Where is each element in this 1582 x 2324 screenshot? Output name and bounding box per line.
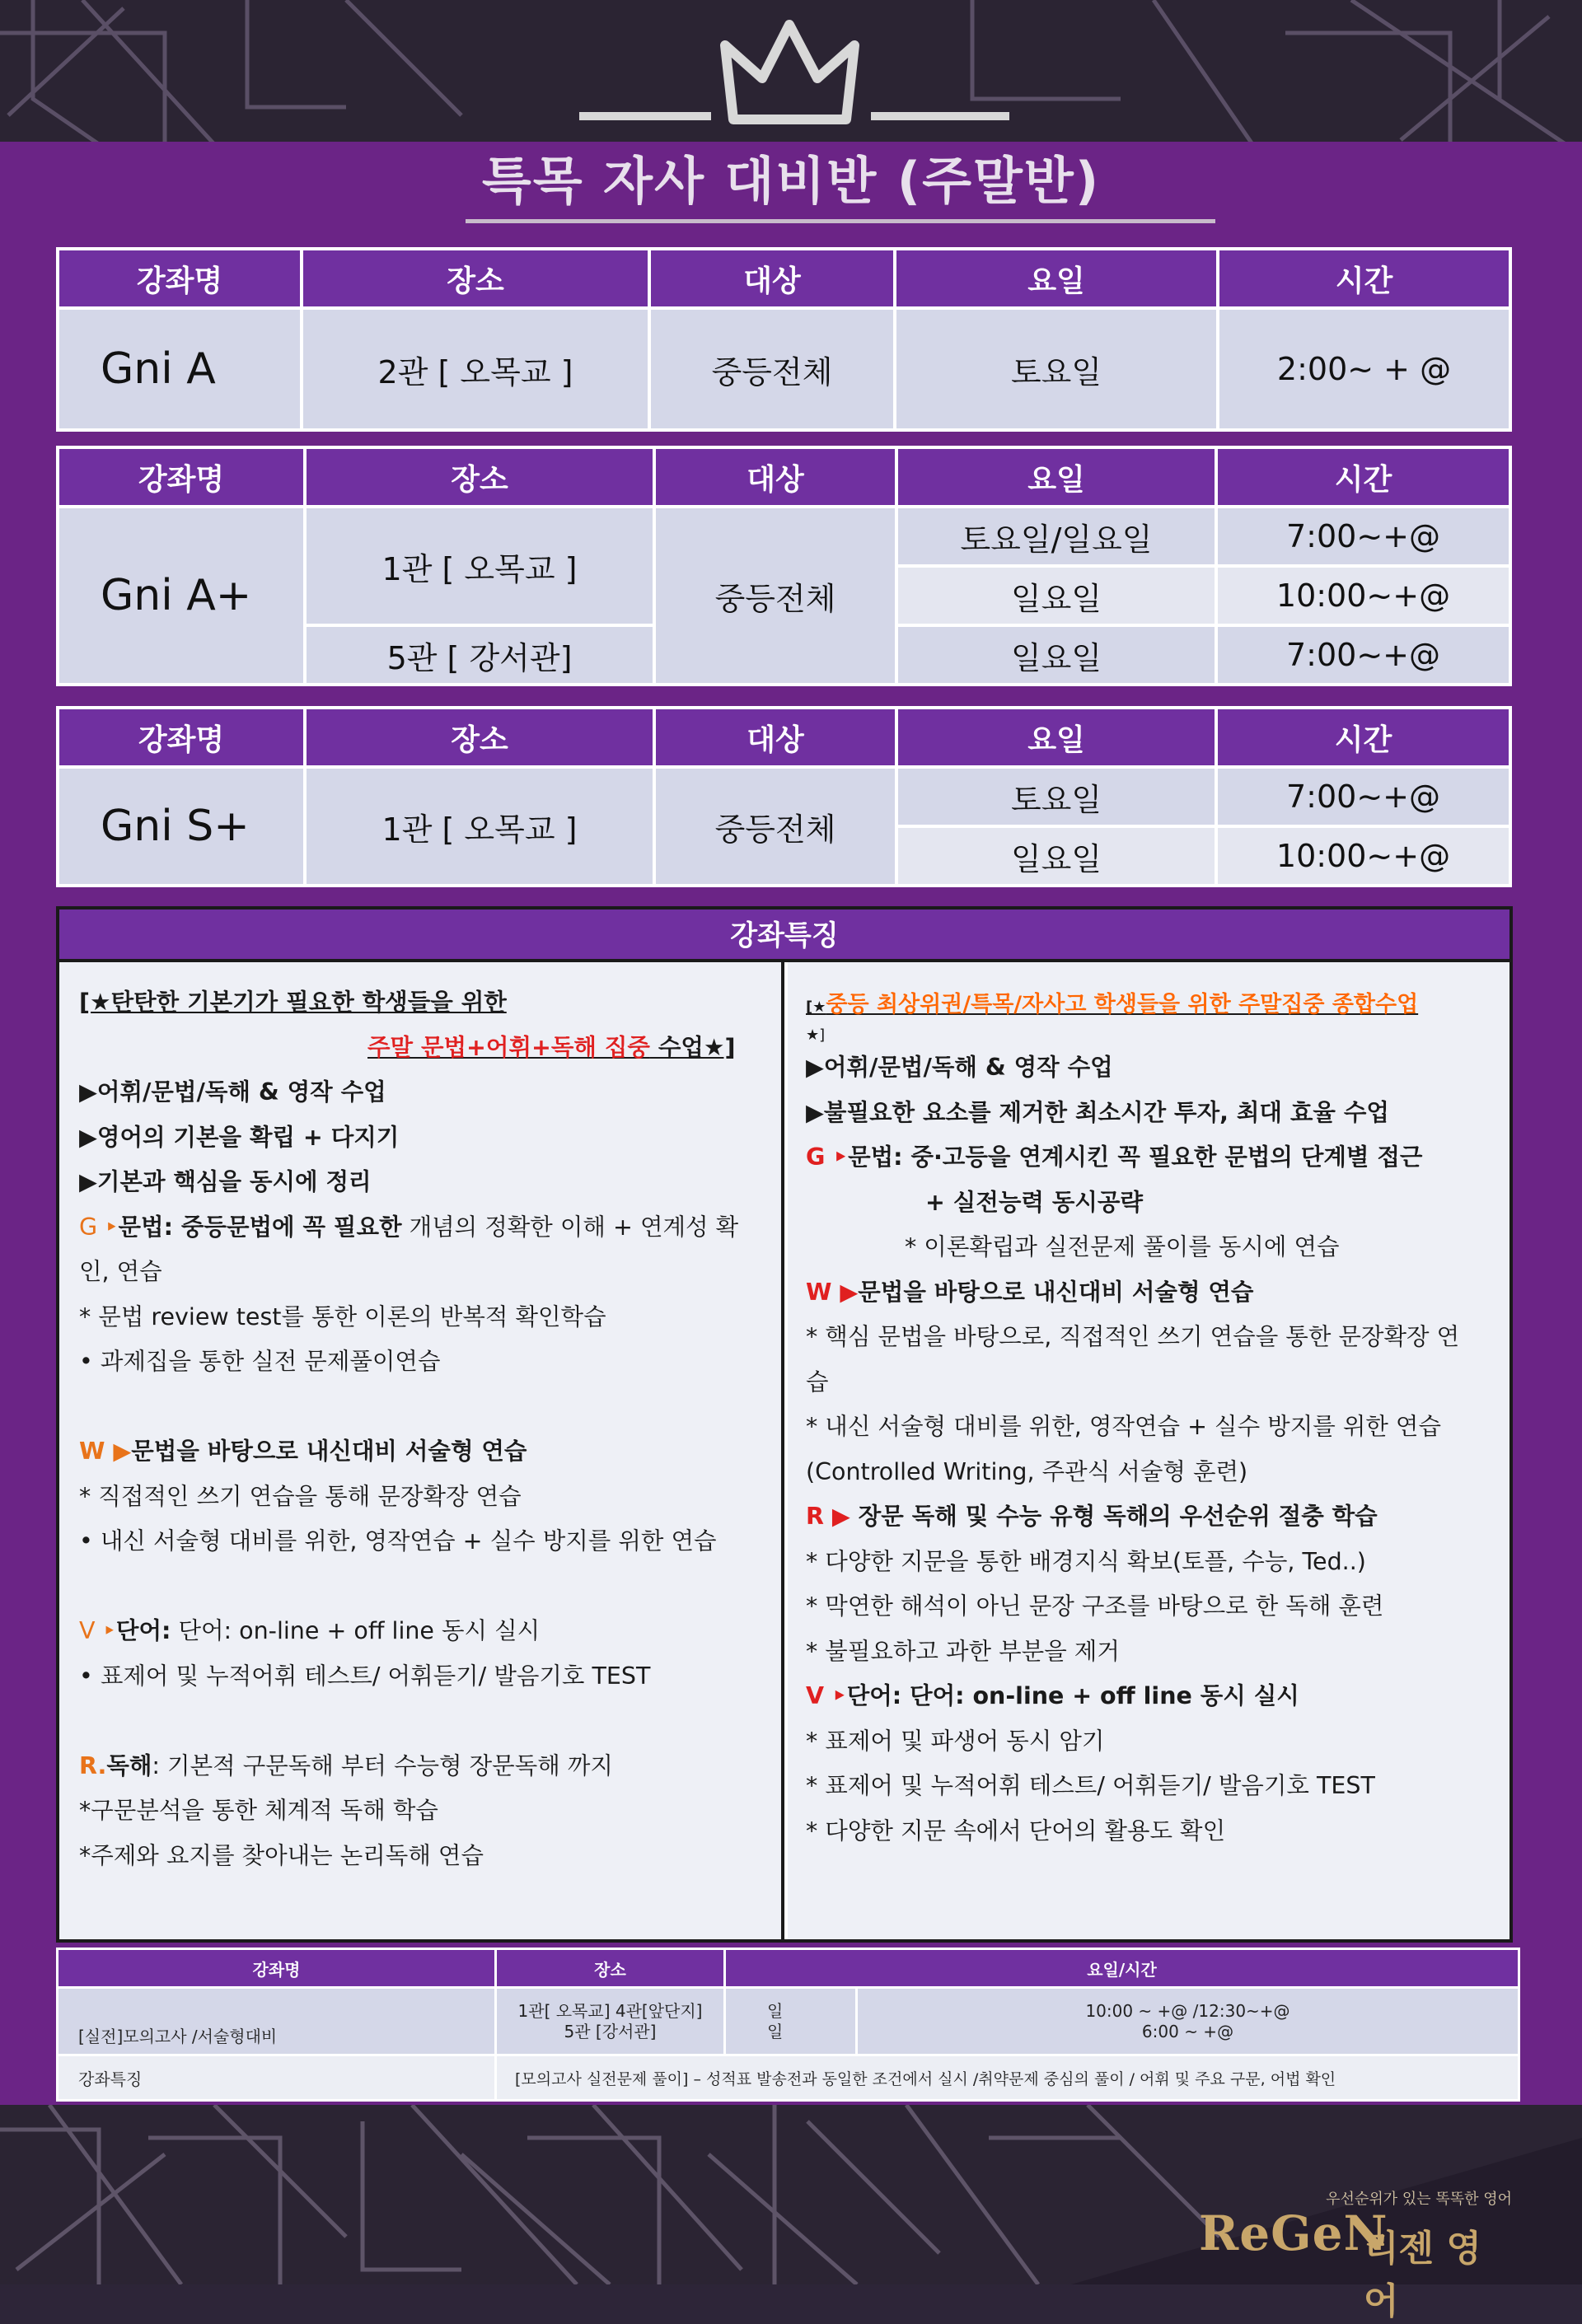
header-course-name: 강좌명 [58, 1949, 496, 1988]
course-day: 토요일 [896, 767, 1216, 826]
header-day: 요일 [896, 708, 1216, 767]
left-grammar-heading: G ‣문법: 중등문법에 꼭 필요한 개념의 정확한 이해 + 연계성 확 [79, 1213, 739, 1241]
crown-icon [0, 0, 1582, 144]
course-place: 1관 [ 오목교 ] [305, 767, 654, 886]
right-vocab-sub3: * 다양한 지문 속에서 단어의 활용도 확인 [806, 1817, 1226, 1845]
course-place: 1관 [ 오목교 ] [305, 507, 654, 625]
course-time: 2:00~ + @ [1218, 308, 1510, 430]
header-target: 대상 [654, 447, 896, 507]
left-writing-heading: W ▶문법을 바탕으로 내신대비 서술형 연습 [79, 1438, 527, 1465]
course-time: 7:00~+@ [1216, 767, 1510, 826]
left-vocab-heading: V ‣단어: 단어: on-line + off line 동시 실시 [79, 1617, 541, 1644]
course-day: 일요일 [896, 625, 1216, 685]
left-grammar-cont: 인, 연습 [79, 1258, 162, 1285]
course-place: 2관 [ 오목교 ] [302, 308, 649, 430]
mock-feature-label: 강좌특징 [58, 2055, 496, 2101]
features-right-column [788, 962, 1509, 1939]
left-grammar-sub1: * 문법 review test를 통한 이론의 반복적 확인학습 [79, 1302, 606, 1330]
course-target: 중등전체 [649, 308, 895, 430]
header-schedule: 요일/시간 [725, 1949, 1519, 1988]
header-time: 시간 [1218, 249, 1510, 308]
header-target: 대상 [649, 249, 895, 308]
course-time: 7:00~+@ [1216, 625, 1510, 685]
header-time: 시간 [1216, 447, 1510, 507]
right-intro-line2: ★] [806, 1026, 826, 1044]
right-writing-sub3: (Controlled Writing, 주관식 서술형 훈련) [806, 1457, 1248, 1485]
mock-course-name: [실전]모의고사 /서술형대비 [58, 1988, 496, 2055]
mock-days: 일 일 [725, 1988, 857, 2055]
left-vocab-sub1: • 표제어 및 누적어휘 테스트/ 어휘듣기/ 발음기호 TEST [79, 1662, 651, 1690]
right-writing-heading: W ▶문법을 바탕으로 내신대비 서술형 연습 [806, 1278, 1254, 1306]
regen-logo [1199, 2187, 1512, 2322]
right-writing-sub1: * 핵심 문법을 바탕으로, 직접적인 쓰기 연습을 통한 문장확장 연 [806, 1323, 1460, 1350]
course-table-gni-a-plus [56, 446, 1512, 686]
right-point-1: ▶어휘/문법/독해 & 영작 수업 [806, 1054, 1113, 1081]
left-reading-sub1: *구문분석을 통한 체계적 독해 학습 [79, 1797, 438, 1824]
header-place: 장소 [305, 708, 654, 767]
course-day: 일요일 [896, 826, 1216, 886]
right-reading-sub3: * 불필요하고 과한 부분을 제거 [806, 1637, 1120, 1665]
left-point-1: ▶어휘/문법/독해 & 영작 수업 [79, 1078, 386, 1106]
header-place: 장소 [302, 249, 649, 308]
course-target: 중등전체 [654, 767, 896, 886]
features-heading: 강좌특징 [59, 909, 1509, 962]
features-left-column [59, 962, 784, 1939]
left-writing-sub2: • 내신 서술형 대비를 위한, 영작연습 + 실수 방지를 위한 연습 [79, 1527, 717, 1555]
left-reading-sub2: *주제와 요지를 찾아내는 논리독해 연습 [79, 1841, 484, 1869]
logo-tagline: 우선순위가 있는 똑똑한 영어 [1326, 2191, 1512, 2208]
spacer [79, 1564, 763, 1610]
header-course-name: 강좌명 [58, 447, 305, 507]
course-name: Gni A+ [58, 507, 305, 685]
course-name: Gni S+ [58, 767, 305, 886]
header-day: 요일 [896, 447, 1216, 507]
mock-times: 10:00 ~ +@ /12:30~+@ 6:00 ~ +@ [857, 1988, 1519, 2055]
right-writing-sub1-cont: 습 [806, 1368, 829, 1396]
title-divider [466, 219, 1215, 223]
header-time: 시간 [1216, 708, 1510, 767]
header-target: 대상 [654, 708, 896, 767]
logo-brand-korean: 리젠 영어 [1364, 2228, 1481, 2322]
header-course-name: 강좌명 [58, 708, 305, 767]
left-intro-line2: 주말 문법+어휘+독해 집중 수업★] [367, 1033, 736, 1061]
top-decorative-band [0, 0, 1582, 144]
page-title: 특목 자사 대비반 (주말반) [481, 151, 1101, 211]
mock-place: 1관[ 오목교] 4관[앞단지] 5관 [강서관] [496, 1988, 725, 2055]
spacer [79, 1385, 763, 1430]
left-reading-heading: R.독해: 기본적 구문독해 부터 수능형 장문독해 까지 [79, 1751, 613, 1779]
right-reading-sub2: * 막연한 해석이 아닌 문장 구조를 바탕으로 한 독해 훈련 [806, 1592, 1384, 1620]
header-place: 장소 [305, 447, 654, 507]
course-table-gni-s-plus [56, 706, 1512, 887]
course-day: 토요일/일요일 [896, 507, 1216, 566]
course-features-panel [56, 906, 1513, 1943]
course-name: Gni A [58, 308, 302, 430]
right-reading-heading: R ▶ 장문 독해 및 수능 유형 독해의 우선순위 절충 학습 [806, 1503, 1378, 1530]
right-vocab-heading: V ‣단어: 단어: on-line + off line 동시 실시 [806, 1682, 1299, 1709]
right-grammar-sub1: * 이론확립과 실전문제 풀이를 동시에 연습 [905, 1233, 1340, 1260]
course-place: 5관 [ 강서관] [305, 625, 654, 685]
mock-feature-text: [모의고사 실전문제 풀이] – 성적표 발송전과 동일한 조건에서 실시 /취약문제 중심의 풀이 / 어휘 및 주요 구문, 어법 확인 [496, 2055, 1519, 2101]
spacer [79, 1699, 763, 1744]
right-intro-line1: [★중등 최상위권/특목/자사고 학생들을 위한 주말집중 종합수업 [806, 992, 1419, 1017]
right-grammar-heading-cont: + 실전능력 동시공략 [925, 1188, 1143, 1216]
left-grammar-sub2: • 과제집을 통한 실전 문제풀이연습 [79, 1348, 441, 1375]
header-day: 요일 [895, 249, 1218, 308]
header-place: 장소 [496, 1949, 725, 1988]
course-time: 10:00~+@ [1216, 566, 1510, 625]
right-reading-sub1: * 다양한 지문을 통한 배경지식 확보(토플, 수능, Ted..) [806, 1547, 1366, 1575]
course-target: 중등전체 [654, 507, 896, 685]
right-vocab-sub2: * 표제어 및 누적어휘 테스트/ 어휘듣기/ 발음기호 TEST [806, 1772, 1375, 1799]
logo-brand: ReGeN [1199, 2205, 1388, 2261]
right-point-2: ▶불필요한 요소를 제거한 최소시간 투자, 최대 효율 수업 [806, 1098, 1389, 1126]
left-writing-sub1: * 직접적인 쓰기 연습을 통해 문장확장 연습 [79, 1482, 522, 1510]
course-day: 일요일 [896, 566, 1216, 625]
course-time: 10:00~+@ [1216, 826, 1510, 886]
left-point-3: ▶기본과 핵심을 동시에 정리 [79, 1168, 372, 1195]
right-grammar-heading: G ‣문법: 중·고등을 연계시킨 꼭 필요한 문법의 단계별 접근 [806, 1143, 1423, 1171]
right-vocab-sub1: * 표제어 및 파생어 동시 암기 [806, 1727, 1105, 1755]
course-time: 7:00~+@ [1216, 507, 1510, 566]
header-course-name: 강좌명 [58, 249, 302, 308]
right-writing-sub2: * 내신 서술형 대비를 위한, 영작연습 + 실수 방지를 위한 연습 [806, 1413, 1441, 1440]
mock-exam-table [56, 1948, 1520, 2102]
left-intro-line1: [★탄탄한 기본기가 필요한 학생들을 위한 [79, 989, 507, 1016]
course-table-gni-a [56, 247, 1512, 432]
course-day: 토요일 [895, 308, 1218, 430]
left-point-2: ▶영어의 기본을 확립 + 다지기 [79, 1123, 400, 1151]
